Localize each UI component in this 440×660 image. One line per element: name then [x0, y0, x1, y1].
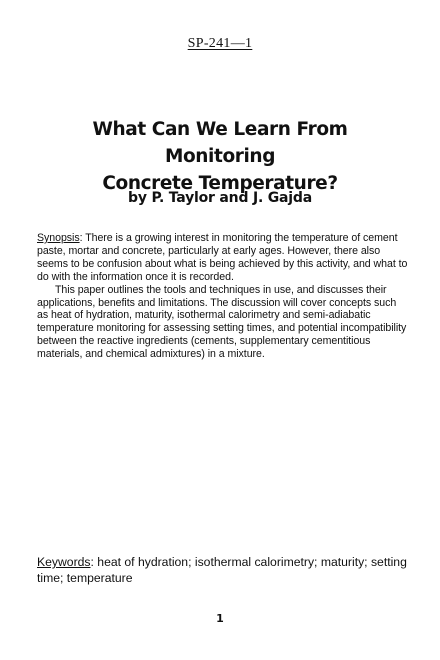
keywords-section — [37, 555, 409, 586]
authors: by P. Taylor and J. Gajda — [128, 190, 312, 206]
title-line-2: Concrete Temperature? — [102, 173, 338, 194]
synopsis-section — [37, 232, 409, 361]
synopsis-label: Synopsis — [37, 232, 80, 244]
synopsis-text-1: There is a growing interest in monitoring the temperature of cement paste, mortar and concrete, particularly at early ages. However, there also seems to be confusion about what is being achieved by this activity, and what to do with the information once it is recorded. — [37, 232, 408, 283]
title-line-1: What Can We Learn From Monitoring — [92, 119, 348, 167]
series-identifier — [0, 36, 440, 52]
page-number: 1 — [216, 612, 224, 625]
keywords-label: Keywords — [37, 555, 91, 569]
series-id-text: SP-241—1 — [187, 36, 253, 51]
synopsis-paragraph-1 — [37, 232, 409, 284]
paper-title — [40, 116, 400, 197]
synopsis-colon: : — [79, 232, 86, 244]
keywords-colon: : — [90, 555, 98, 569]
keywords-text: heat of hydration; isothermal calorimetry; maturity; setting time; temperature — [37, 555, 407, 585]
synopsis-paragraph-2: This paper outlines the tools and techniques in use, and discusses their applications, benefits and limitations. The discussion will cover concepts such as heat of hydration, maturity, isothermal calorimetry and semi-adiabatic temperature monitoring for assessing setting times, and potential incompatibility between the reactive ingredients (cements, supplementary cementitious materials, and chemical admixtures) in a mixture. — [37, 283, 407, 361]
